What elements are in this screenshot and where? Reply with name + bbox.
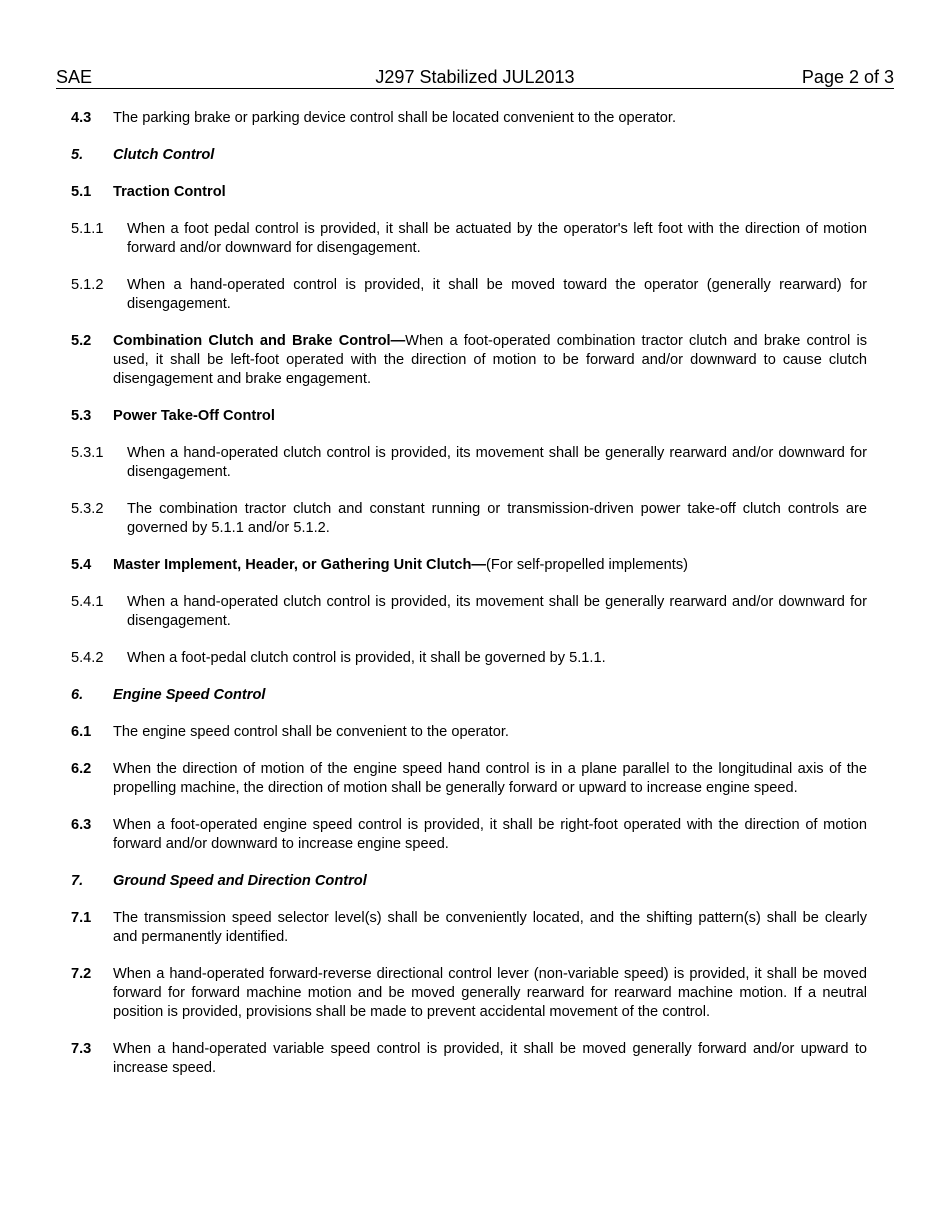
section-text: The parking brake or parking device control shall be located convenient to the operator.: [113, 110, 677, 126]
section-text: When a foot pedal control is provided, it shall be actuated by the operator's left foot with the direction of motion forward and/or downward for disengagement.: [127, 221, 867, 256]
section-text: When the direction of motion of the engine speed hand control is in a plane parallel to the longitudinal axis of the propelling machine, the direction of motion shall be generally forward or upward to increase engine speed.: [113, 761, 867, 796]
section-heading: Traction Control: [113, 184, 226, 200]
section-text: The transmission speed selector level(s) shall be conveniently located, and the shifting pattern(s) shall be clearly and permanently identified.: [113, 910, 867, 945]
section-7-1: [71, 909, 867, 947]
section-6-heading: [71, 686, 867, 705]
section-6-1: [71, 723, 867, 742]
section-5-1-2: [71, 276, 867, 314]
section-number: 7.3: [71, 1041, 92, 1057]
section-5-3-2: [71, 500, 867, 538]
document-body: [71, 109, 867, 1096]
section-heading: Engine Speed Control: [113, 687, 266, 703]
section-number: 5.1: [71, 184, 92, 200]
section-number: 5.1.2: [71, 277, 104, 293]
section-6-2: [71, 760, 867, 798]
section-text: When a hand-operated control is provided, it shall be moved toward the operator (generally rearward) for disengagement.: [127, 277, 867, 312]
section-5-3-1: [71, 444, 867, 482]
section-6-3: [71, 816, 867, 854]
section-number: 6.1: [71, 724, 92, 740]
section-number: 6.2: [71, 761, 92, 777]
organization-name: SAE: [56, 67, 93, 87]
section-number: 5.3.2: [71, 501, 104, 517]
section-number: 5.1.1: [71, 221, 104, 237]
section-number: 7.1: [71, 910, 92, 926]
section-number: 5.3: [71, 408, 92, 424]
section-number: 5.4: [71, 557, 92, 573]
section-text: When a hand-operated clutch control is provided, its movement shall be generally rearward and/or downward for disengagement.: [127, 445, 867, 480]
section-heading: Clutch Control: [113, 147, 215, 163]
section-number: 5.4.1: [71, 594, 104, 610]
section-5-1-1: [71, 220, 867, 258]
section-heading: Ground Speed and Direction Control: [113, 873, 367, 889]
section-number: 6.: [71, 687, 84, 703]
section-number: 5.2: [71, 333, 92, 349]
section-text: When a hand-operated variable speed control is provided, it shall be moved generally forward and/or upward to increase speed.: [113, 1041, 867, 1076]
section-text: When a foot-pedal clutch control is provided, it shall be governed by 5.1.1.: [127, 650, 606, 666]
section-text: When a foot-operated combination tractor clutch and brake control is used, it shall be left-foot operated with the direction of motion to be forward and/or downward to cause clutch disengagement and brake engagement.: [113, 333, 867, 387]
section-text: When a foot-operated engine speed control is provided, it shall be right-foot operated with the direction of motion forward and/or downward to increase engine speed.: [113, 817, 867, 852]
section-heading: Combination Clutch and Brake Control—: [113, 333, 406, 349]
section-text: The engine speed control shall be convenient to the operator.: [113, 724, 509, 740]
section-number: 5.3.1: [71, 445, 104, 461]
section-5-4: [71, 556, 867, 575]
page-header: [56, 67, 894, 89]
section-7-2: [71, 965, 867, 1022]
section-number: 6.3: [71, 817, 92, 833]
section-7-heading: [71, 872, 867, 891]
section-number: 5.4.2: [71, 650, 104, 666]
section-4-3: [71, 109, 867, 128]
section-5-2: [71, 332, 867, 389]
section-text: When a hand-operated clutch control is provided, its movement shall be generally rearward and/or downward for disengagement.: [127, 594, 867, 629]
section-5-heading: [71, 146, 867, 165]
section-7-3: [71, 1040, 867, 1078]
section-heading: Power Take-Off Control: [113, 408, 275, 424]
section-5-1: [71, 183, 867, 202]
section-text: The combination tractor clutch and constant running or transmission-driven power take-off clutch controls are governed by 5.1.1 and/or 5.1.2.: [127, 501, 867, 536]
section-heading: Master Implement, Header, or Gathering Unit Clutch—: [113, 557, 487, 573]
section-text: When a hand-operated forward-reverse directional control lever (non-variable speed) is provided, it shall be moved forward for forward machine motion and be moved generally rearward for rearward machine motion. If a neutral position is provided, provisions shall be made to prevent accidental movement of the control.: [113, 966, 867, 1020]
page-number: Page 2 of 3: [801, 67, 894, 87]
section-5-4-1: [71, 593, 867, 631]
section-number: 7.: [71, 873, 84, 889]
section-5-3: [71, 407, 867, 426]
section-text: (For self-propelled implements): [486, 557, 688, 573]
section-5-4-2: [71, 649, 867, 668]
section-number: 5.: [71, 147, 84, 163]
section-number: 7.2: [71, 966, 92, 982]
section-number: 4.3: [71, 110, 92, 126]
document-id: J297 Stabilized JUL2013: [375, 67, 575, 87]
